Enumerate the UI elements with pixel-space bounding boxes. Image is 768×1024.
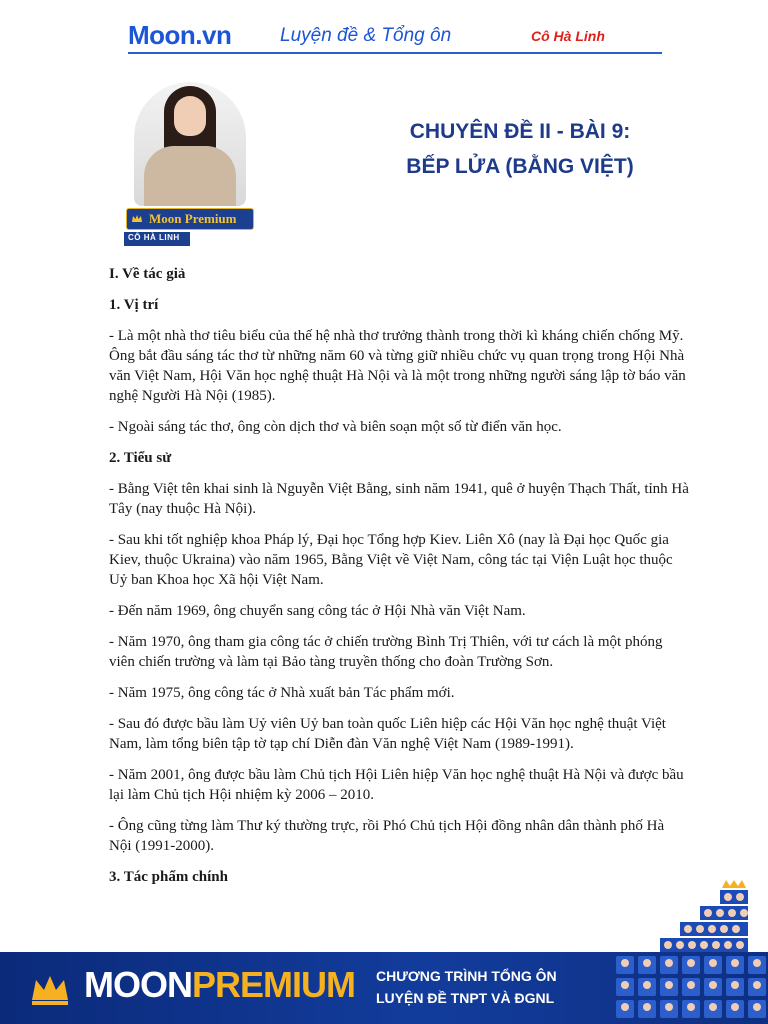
subsection-heading: 2. Tiểu sử xyxy=(109,450,172,466)
paragraph: - Đến năm 1969, ông chuyển sang công tác ở Hội Nhà văn Việt Nam. xyxy=(109,603,526,619)
paragraph: - Bằng Việt tên khai sinh là Nguyễn Việt Bằng, sinh năm 1941, quê ở huyện Thạch Thất, tỉnh Hà Tây (nay thuộc Hà Nội). xyxy=(109,481,689,517)
badge-teacher-label xyxy=(124,232,190,246)
banner-moon-text: MOON xyxy=(84,964,192,1005)
banner-premium-text: PREMIUM xyxy=(192,964,355,1005)
team-photo-stack xyxy=(604,880,768,952)
crown-icon xyxy=(131,213,143,225)
section-heading: I. Về tác giả xyxy=(109,266,186,282)
banner-program-line: CHƯƠNG TRÌNH TỔNG ÔN xyxy=(376,968,557,984)
paragraph: - Ngoài sáng tác thơ, ông còn dịch thơ và biên soạn một số từ điển văn học. xyxy=(109,419,562,435)
paragraph: - Ông cũng từng làm Thư ký thường trực, rồi Phó Chủ tịch Hội đồng nhân dân thành phố Hà Nội (1991-2000). xyxy=(109,818,665,854)
teachers-photo-grid xyxy=(600,952,768,1024)
subsection-heading: 1. Vị trí xyxy=(109,297,159,313)
lesson-title-line1: CHUYÊN ĐỀ II - BÀI 9: xyxy=(409,120,631,143)
moon-premium-banner[interactable] xyxy=(0,952,768,1024)
paragraph: - Năm 1975, ông công tác ở Nhà xuất bản Tác phẩm mới. xyxy=(109,685,455,701)
paragraph: - Sau đó được bầu làm Uỷ viên Uỷ ban toàn quốc Liên hiệp các Hội Văn học nghệ thuật Việt Nam, làm tổng biên tập tờ tạp chí Diễn đàn Văn nghệ Việt Nam (1989-1991). xyxy=(109,716,666,752)
header-slogan: Luyện đề & Tổng ôn xyxy=(280,25,452,46)
teacher-portrait xyxy=(120,82,260,248)
badge-label: Moon Premium xyxy=(149,211,237,226)
paragraph: - Năm 2001, ông được bầu làm Chủ tịch Hội Liên hiệp Văn học nghệ thuật Hà Nội và được bầu lại làm Chủ tịch Hội nhiệm kỳ 2006 – 2010. xyxy=(109,767,684,803)
brand-logo[interactable]: Moon.vn xyxy=(128,20,232,50)
lesson-title-line2: BẾP LỬA (BẰNG VIỆT) xyxy=(406,155,634,178)
paragraph: - Là một nhà thơ tiêu biểu của thế hệ nhà thơ trưởng thành trong thời kì kháng chiến chống Mỹ. Ông bắt đầu sáng tác thơ từ những năm 60 và từng giữ nhiều chức vụ quan trọng trong Hội Nhà văn Việt Nam, Hội Văn học nghệ thuật Hà Nội và là một trong những người sáng lập tờ báo văn nghệ Người Hà Nội (1985). xyxy=(109,328,686,404)
badge-teacher-text: CÔ HÀ LINH xyxy=(128,233,180,242)
crown-icon xyxy=(30,972,70,1006)
page-header xyxy=(128,18,662,54)
banner-exam-line: LUYỆN ĐỀ TNPT VÀ ĐGNL xyxy=(376,990,555,1006)
lesson-title xyxy=(330,114,710,184)
subsection-heading: 3. Tác phẩm chính xyxy=(109,869,228,885)
teacher-photo xyxy=(134,82,246,206)
document-body xyxy=(109,264,689,898)
paragraph: - Sau khi tốt nghiệp khoa Pháp lý, Đại học Tổng hợp Kiev. Liên Xô (nay là Đại học Quốc gia Kiev, thuộc Ukraina) vào năm 1965, Bằng Việt về Việt Nam, công tác tại Viện Luật học thuộc Uỷ ban Khoa học Xã hội Việt Nam. xyxy=(109,532,673,588)
moon-premium-badge xyxy=(126,208,254,230)
paragraph: - Năm 1970, ông tham gia công tác ở chiến trường Bình Trị Thiên, với tư cách là một phóng viên chiến trường và làm tại Bảo tàng truyền thống cho đoàn Trường Sơn. xyxy=(109,634,663,670)
teachers-grid-icon xyxy=(604,880,768,952)
teacher-name: Cô Hà Linh xyxy=(531,28,605,44)
